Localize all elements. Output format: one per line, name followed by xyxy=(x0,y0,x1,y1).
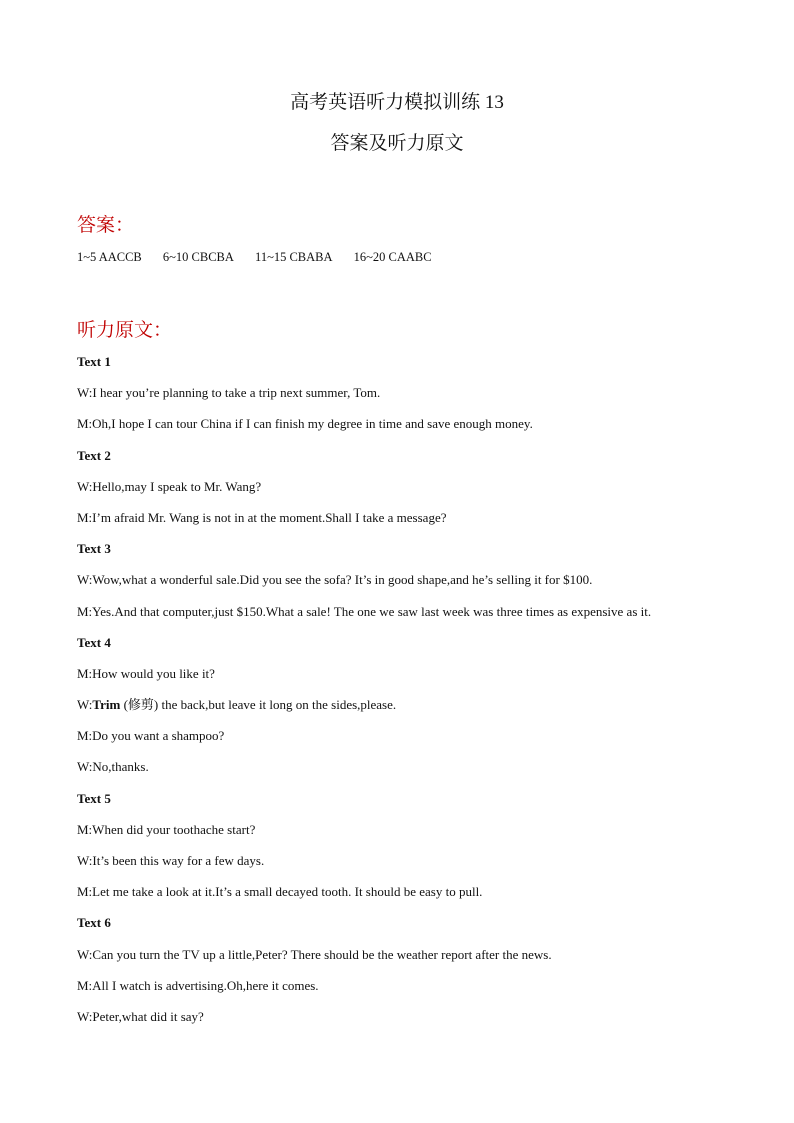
text-label: Text 1 xyxy=(77,354,111,369)
answer-group: 6~10 CBCBA xyxy=(162,250,234,264)
dialogue-line: M:Do you want a shampoo? xyxy=(77,728,225,744)
dialogue-line: W:Peter,what did it say? xyxy=(77,1008,204,1024)
dialogue-line: M:Let me take a look at it.It’s a small decayed tooth. It should be easy to pull. xyxy=(77,884,483,900)
bold-term: Trim xyxy=(92,697,121,713)
dialogue-line: W:Wow,what a wonderful sale.Did you see the sofa? It’s in good shape,and he’s selling it for $100. xyxy=(77,572,593,588)
speaker-prefix: W: xyxy=(77,697,93,713)
text-label: Text 5 xyxy=(77,790,111,806)
dialogue-line: M:How would you like it? xyxy=(77,665,215,681)
dialogue-line: W:No,thanks. xyxy=(77,759,149,775)
dialogue-line: M:When did your toothache start? xyxy=(77,821,256,837)
dialogue-line: M:Oh,I hope I can tour China if I can finish my degree in time and save enough money. xyxy=(77,416,533,432)
dialogue-line xyxy=(77,695,717,726)
answer-group: 1~5 AACCB xyxy=(77,250,142,264)
dialogue-line: M:Yes.And that computer,just $150.What a sale! The one we saw last week was three times as expensive as it. xyxy=(77,603,652,619)
transcript-heading: 听力原文： xyxy=(77,320,173,341)
text-label: Text 6 xyxy=(77,915,111,931)
answer-group: 16~20 CAABC xyxy=(353,250,432,264)
dialogue-line: W:I hear you’re planning to take a trip next summer, Tom. xyxy=(77,385,381,401)
text-label: Text 2 xyxy=(77,447,111,463)
dialogue-line: W:Can you turn the TV up a little,Peter? There should be the weather report after the news. xyxy=(77,946,552,962)
answers-heading: 答案： xyxy=(77,215,135,236)
dialogue-line: M:I’m afraid Mr. Wang is not in at the moment.Shall I take a message? xyxy=(77,509,447,525)
line-rest: (修剪) the back,but leave it long on the sides,please. xyxy=(120,697,397,713)
dialogue-line: W:It’s been this way for a few days. xyxy=(77,853,265,868)
page-subtitle: 答案及听力原文 xyxy=(330,133,464,154)
text-label: Text 3 xyxy=(77,541,111,557)
dialogue-line: W:Hello,may I speak to Mr. Wang? xyxy=(77,478,262,494)
transcript-body xyxy=(77,352,717,1038)
dialogue-line: M:All I watch is advertising.Oh,here it comes. xyxy=(77,977,319,993)
answer-key xyxy=(77,250,450,265)
text-label: Text 4 xyxy=(77,634,111,650)
page-title: 高考英语听力模拟训练 13 xyxy=(290,92,504,113)
answer-group: 11~15 CBABA xyxy=(255,250,333,264)
